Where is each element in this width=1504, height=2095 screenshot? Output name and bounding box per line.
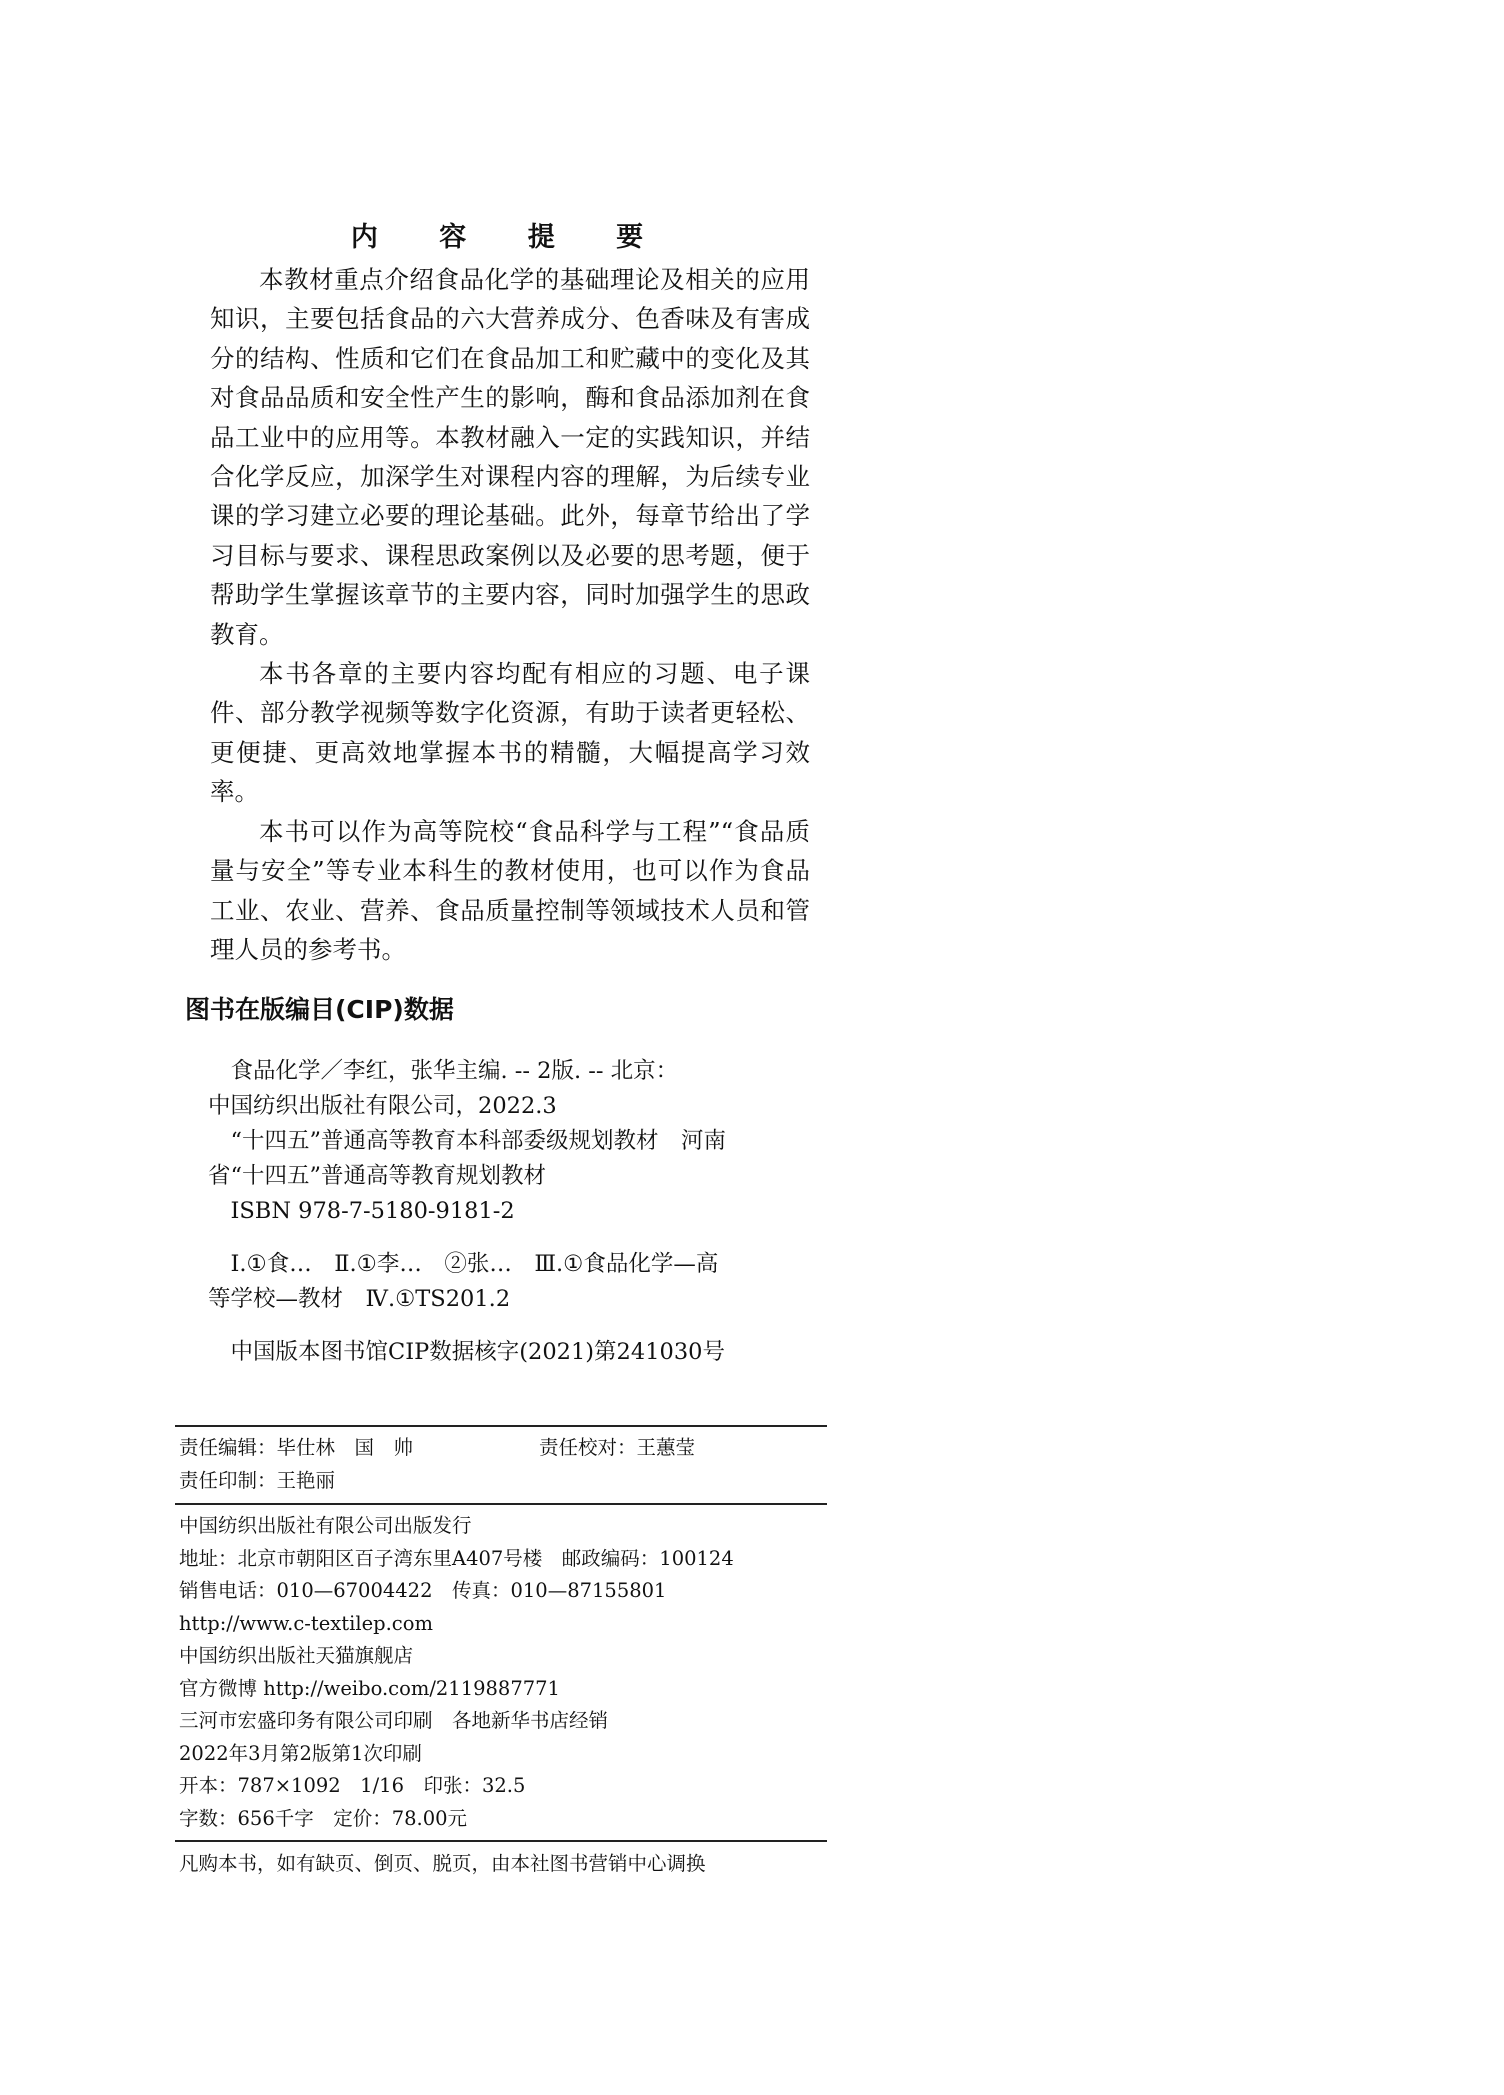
responsible-proofreader: 责任校对：王蕙莹	[539, 1436, 696, 1459]
publisher-line: 中国纺织出版社有限公司出版发行	[179, 1514, 472, 1537]
cip-classification-line: 等学校—教材 Ⅳ.①TS201.2	[208, 1286, 511, 1312]
cip-title: 图书在版编目(CIP)数据	[185, 995, 454, 1024]
printing-supervisor: 责任印制：王艳丽	[179, 1468, 336, 1492]
cip-classification	[208, 1247, 825, 1317]
price-line: 字数：656千字 定价：78.00元	[179, 1806, 468, 1830]
summary-paragraph: 本教材重点介绍食品化学的基础理论及相关的应用知识，主要包括食品的六大营养成分、色香味及有害成分的结构、性质和它们在食品加工和贮藏中的变化及其对食品品质和安全性产生的影响，酶和食品添加剂在食品工业中的应用等。本教材融入一定的实践知识，并结合化学反应，加深学生对课程内容的理解，为后续专业课的学习建立必要的理论基础。此外，每章节给出了学习目标与要求、课程思政案例以及必要的思考题，便于帮助学生掌握该章节的主要内容，同时加强学生的思政教育。	[210, 265, 810, 649]
responsible-editor: 责任编辑：毕仕林 国 帅	[179, 1436, 414, 1459]
printer-line: 三河市宏盛印务有限公司印刷 各地新华书店经销	[179, 1709, 609, 1732]
summary-paragraph: 本书可以作为高等院校“食品科学与工程”“食品质量与安全”等专业本科生的教材使用，也可以作为食品工业、农业、营养、食品质量控制等领域技术人员和管理人员的参考书。	[210, 816, 810, 964]
cip-record	[208, 1335, 825, 1370]
summary-paragraph: 本书各章的主要内容均配有相应的习题、电子课件、部分教学视频等数字化资源，有助于读者更轻松、更便捷、更高效地掌握本书的精髓，大幅提高学习效率。	[210, 659, 810, 807]
cip-description	[208, 1054, 825, 1229]
phone-line: 销售电话：010—67004422 传真：010—87155801	[179, 1579, 667, 1602]
store-line: 中国纺织出版社天猫旗舰店	[179, 1644, 414, 1667]
editor-row	[179, 1432, 827, 1465]
cip-isbn: ISBN 978-7-5180-9181-2	[230, 1198, 515, 1224]
edition-line: 2022年3月第2版第1次印刷	[179, 1741, 422, 1765]
cip-line: “十四五”普通高等教育本科部委级规划教材 河南	[230, 1128, 727, 1154]
address-line: 地址：北京市朝阳区百子湾东里A407号楼 邮政编码：100124	[179, 1546, 734, 1570]
website-line: http://www.c-textilep.com	[179, 1611, 433, 1635]
publisher-details	[175, 1505, 827, 1840]
replacement-notice: 凡购本书，如有缺页、倒页、脱页，由本社图书营销中心调换	[179, 1852, 706, 1875]
cip-data	[185, 990, 825, 1370]
cip-line: 省“十四五”普通高等教育规划教材	[208, 1163, 547, 1189]
weibo-line: 官方微博 http://weibo.com/2119887771	[179, 1676, 560, 1700]
cip-record-number: 中国版本图书馆CIP数据核字(2021)第241030号	[230, 1339, 725, 1365]
summary-title: 内 容 提 要	[350, 222, 670, 253]
publishing-info	[175, 1425, 827, 1881]
format-line: 开本：787×1092 1/16 印张：32.5	[179, 1774, 526, 1797]
cip-line: 食品化学／李红，张华主编. -- 2版. -- 北京：	[230, 1058, 679, 1084]
cip-classification-line: Ⅰ.①食… Ⅱ.①李… ②张… Ⅲ.①食品化学—高	[230, 1251, 719, 1277]
credits	[175, 1427, 827, 1503]
content-summary	[210, 215, 810, 969]
cip-line: 中国纺织出版社有限公司，2022.3	[208, 1093, 557, 1119]
